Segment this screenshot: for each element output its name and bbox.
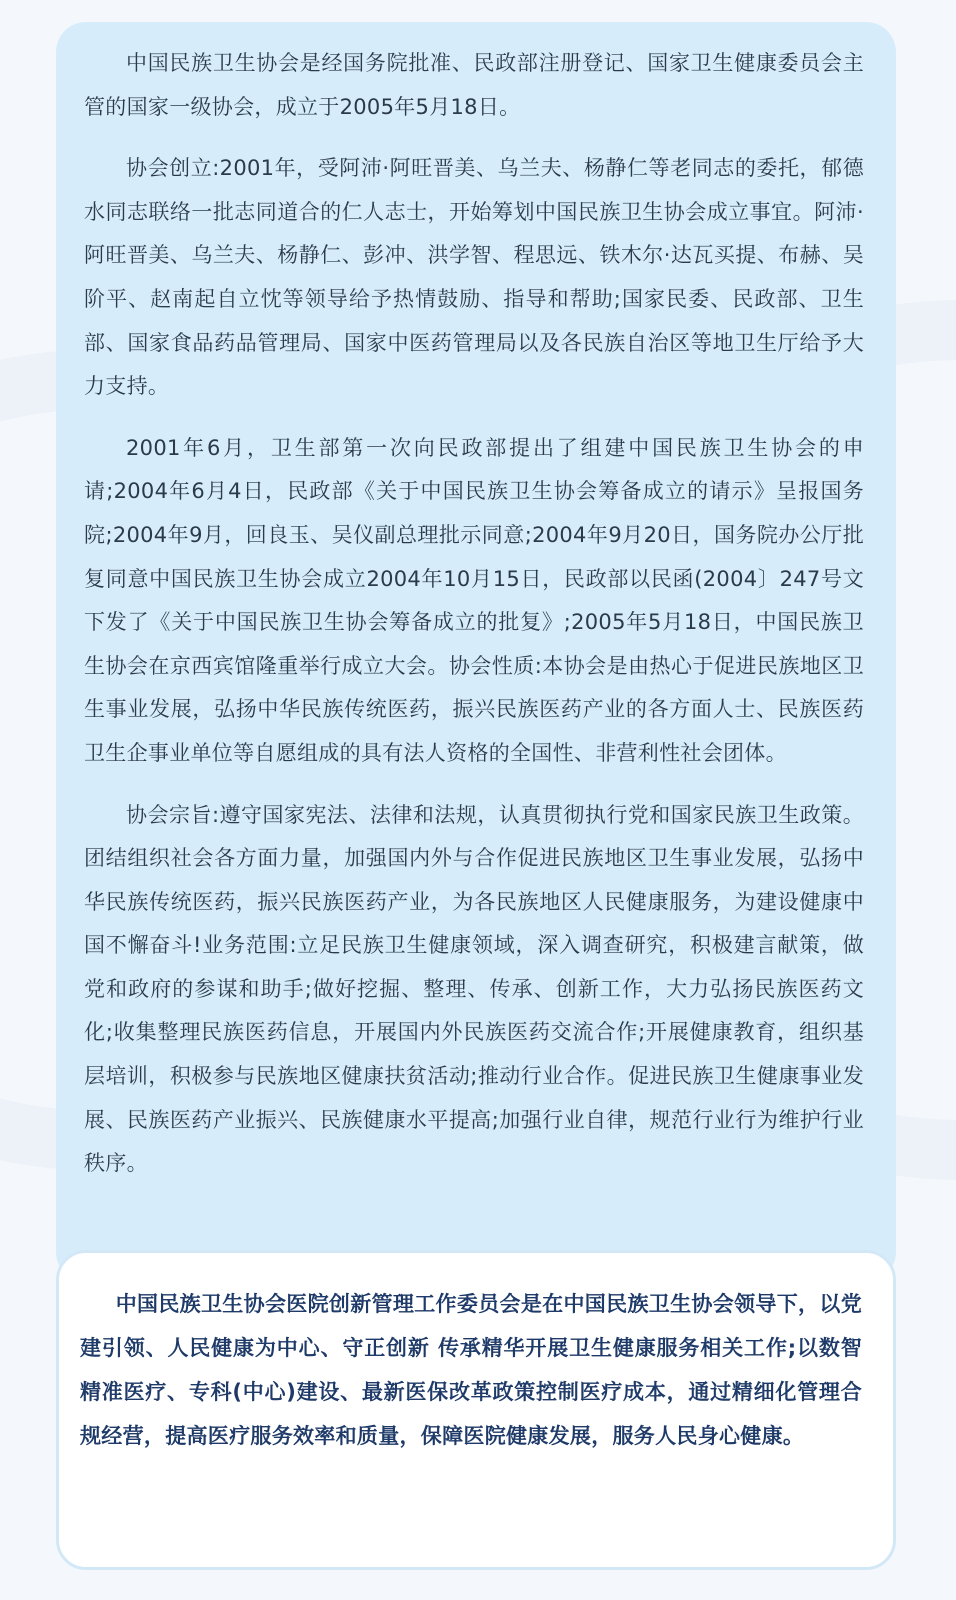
intro-paragraph: 中国民族卫生协会是经国务院批准、民政部注册登记、国家卫生健康委员会主管的国家一级协会，成立于2005年5月18日。 xyxy=(84,51,864,119)
association-intro-text xyxy=(84,42,864,1204)
committee-paragraph: 中国民族卫生协会医院创新管理工作委员会是在中国民族卫生协会领导下，以党建引领、人民健康为中心、守正创新 传承精华开展卫生健康服务相关工作;以数智精准医疗、专科(中心)建设、最新医保改革政策控制医疗成本，通过精细化管理合规经营，提高医疗服务效率和质量，保障医院健康发展，服务人民身心健康。 xyxy=(80,1292,862,1448)
intro-paragraph: 协会宗旨:遵守国家宪法、法律和法规，认真贯彻执行党和国家民族卫生政策。团结组织社会各方面力量，加强国内外与合作促进民族地区卫生事业发展，弘扬中华民族传统医药，振兴民族医药产业，为各民族地区人民健康服务，为建设健康中国不懈奋斗!业务范围:立足民族卫生健康领域，深入调查研究，积极建言献策，做党和政府的参谋和助手;做好挖掘、整理、传承、创新工作，大力弘扬民族医药文化;收集整理民族医药信息，开展国内外民族医药交流合作;开展健康教育，组织基层培训，积极参与民族地区健康扶贫活动;推动行业合作。促进民族卫生健康事业发展、民族医药产业振兴、民族健康水平提高;加强行业自律，规范行业行为维护行业秩序。 xyxy=(84,802,864,1176)
intro-paragraph: 2001年6月，卫生部第一次向民政部提出了组建中国民族卫生协会的申请;2004年6月4日，民政部《关于中国民族卫生协会筹备成立的请示》呈报国务院;2004年9月，回良玉、吴仪副总理批示同意;2004年9月20日，国务院办公厅批复同意中国民族卫生协会成立2004年10月15日，民政部以民函(2004〕247号文下发了《关于中国民族卫生协会筹备成立的批复》;2005年5月18日，中国民族卫生协会在京西宾馆隆重举行成立大会。协会性质:本协会是由热心于促进民族地区卫生事业发展，弘扬中华民族传统医药，振兴民族医药产业的各方面人士、民族医药卫生企事业单位等自愿组成的具有法人资格的全国性、非营利性社会团体。 xyxy=(84,435,864,765)
intro-paragraph: 协会创立:2001年，受阿沛·阿旺晋美、乌兰夫、杨静仁等老同志的委托，郁德水同志联络一批志同道合的仁人志士，开始筹划中国民族卫生协会成立事宜。阿沛·阿旺晋美、乌兰夫、杨静仁、彭冲、洪学智、程思远、铁木尔·达瓦买提、布赫、吴阶平、赵南起自立忱等领导给予热情鼓励、指导和帮助;国家民委、民政部、卫生部、国家食品药品管理局、国家中医药管理局以及各民族自治区等地卫生厅给予大力支持。 xyxy=(84,156,864,399)
committee-text xyxy=(80,1282,862,1458)
